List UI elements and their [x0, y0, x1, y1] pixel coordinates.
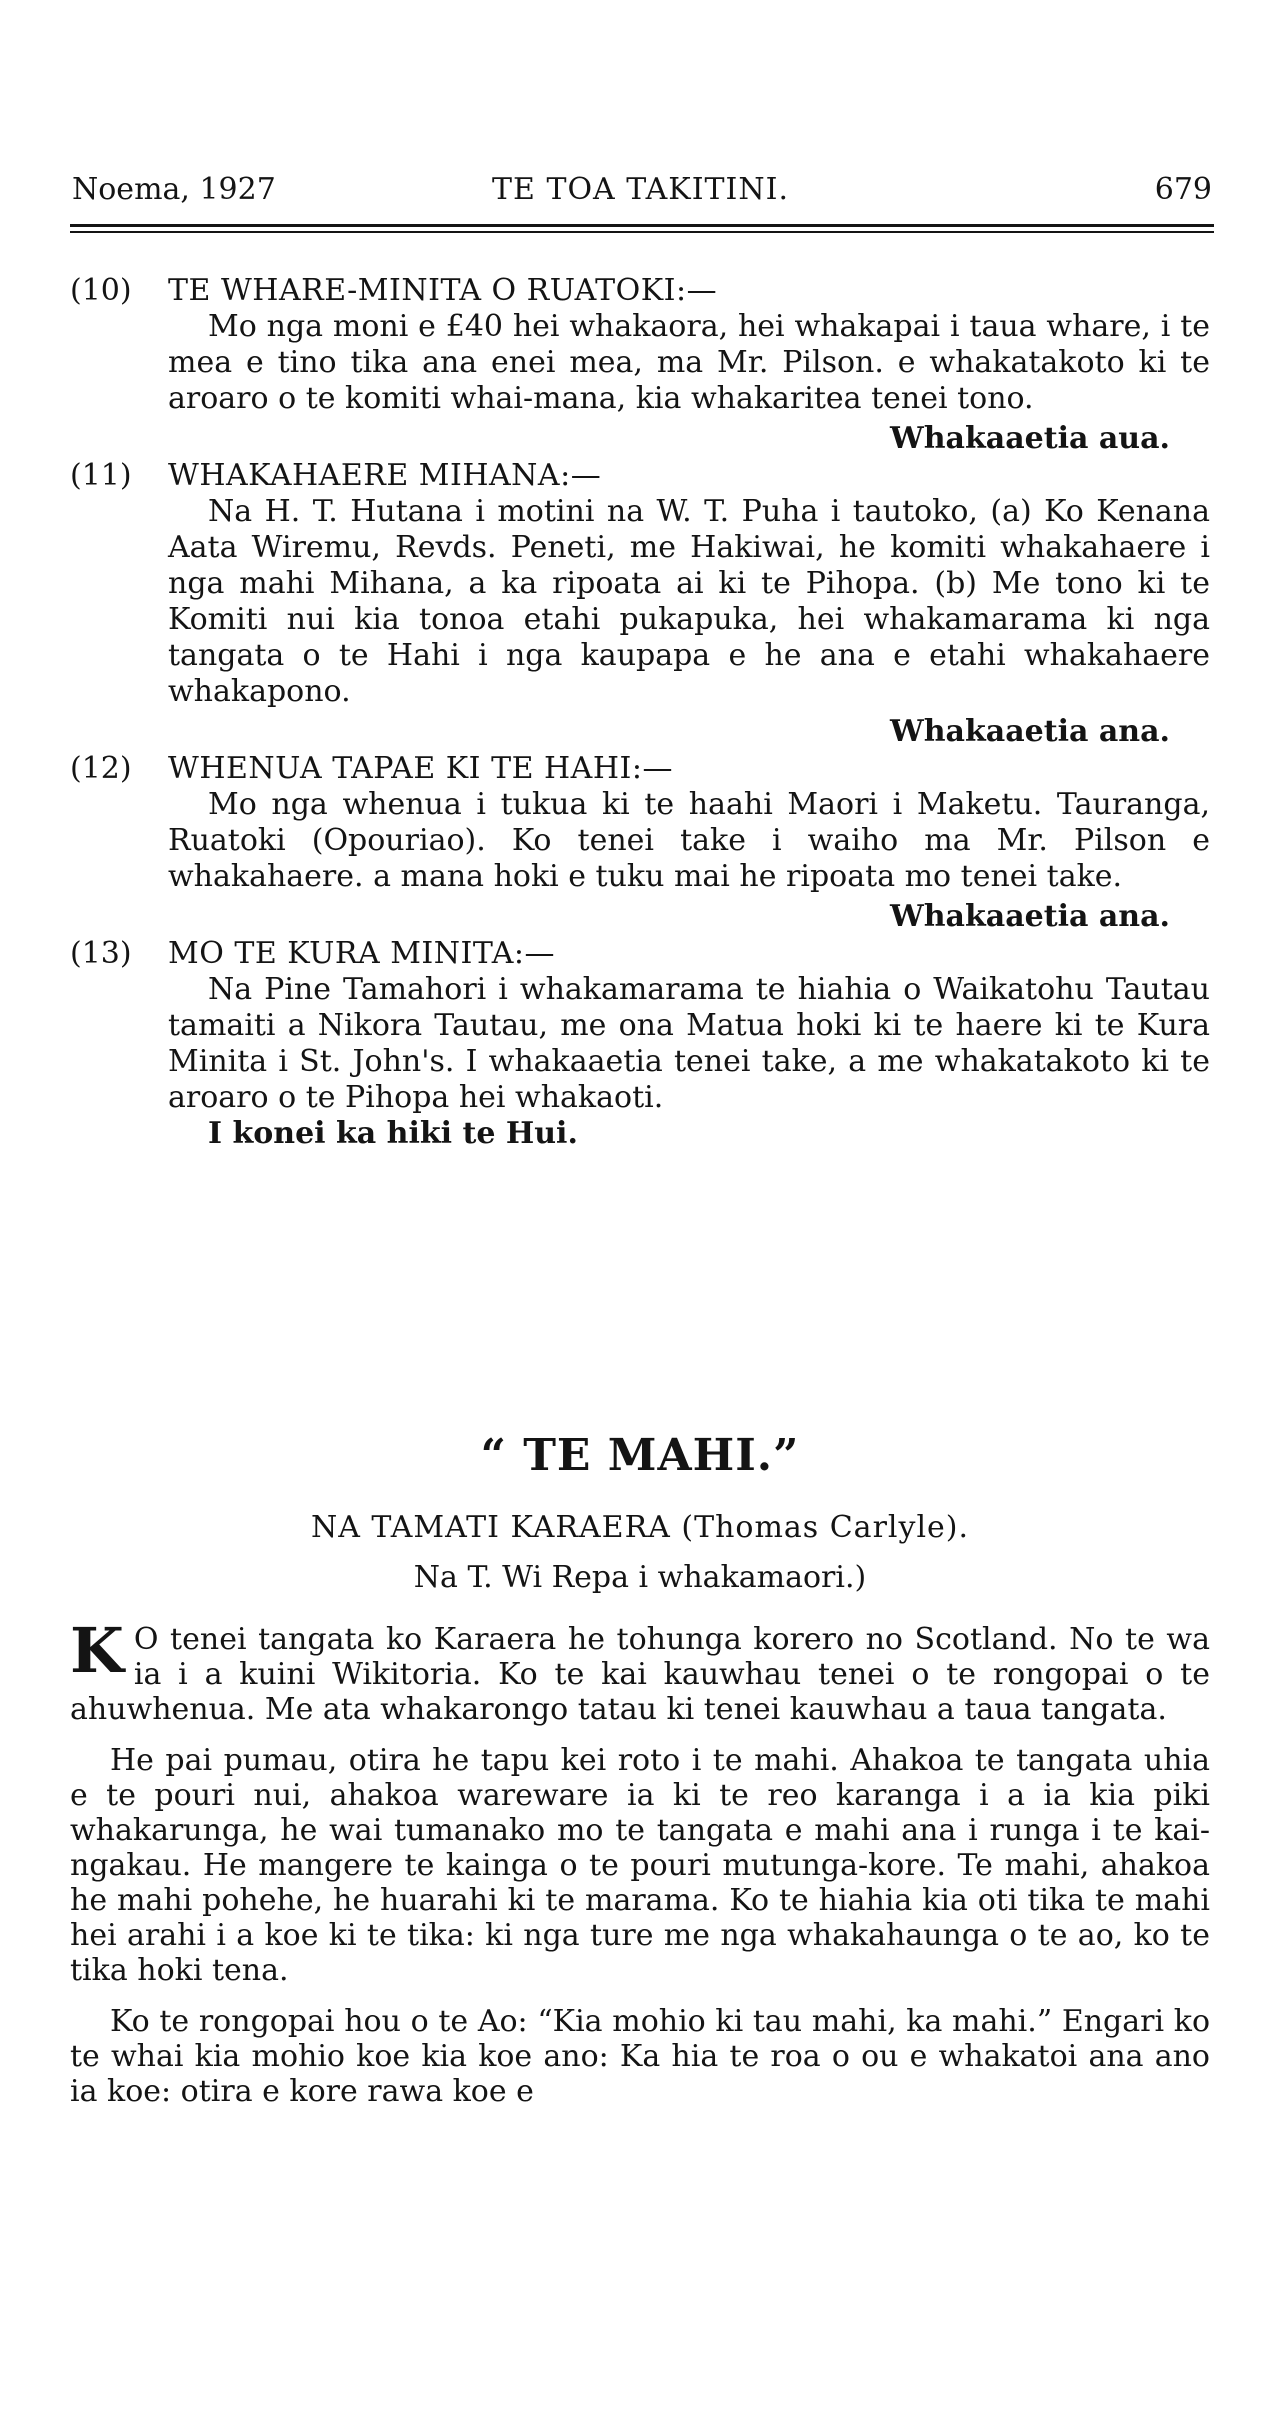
item-number: (10) [70, 273, 132, 308]
article-paragraph-1 [70, 1614, 1210, 1727]
item-body: Mo nga moni e £40 hei whakaora, hei whakapai i taua whare, i te mea e tino tika ana enei mea, ma Mr. Pilson. e whakatakoto ki te aroaro o te komiti whai-mana, kia whakaritea tenei tono. [168, 309, 1210, 416]
article-paragraph-3: Ko te rongopai hou o te Ao: “Kia mohio ki tau mahi, ka mahi.” Engari ko te whai kia mohio koe kia koe ano: Ka hia te roa o ou e whakatoi ana ano ia koe: otira e kore rawa koe e [70, 2004, 1210, 2109]
minutes-item-12 [70, 750, 1210, 935]
item-heading: WHENUA TAPAE KI TE HAHI:— [168, 751, 673, 786]
article-byline: NA TAMATI KARAERA (Thomas Carlyle). [310, 1510, 970, 1545]
running-header [72, 172, 1212, 212]
article-translator: Na T. Wi Repa i whakamaori.) [413, 1560, 867, 1595]
item-number: (13) [70, 936, 132, 971]
item-heading: MO TE KURA MINITA:— [168, 936, 556, 971]
item-number: (11) [70, 458, 132, 493]
item-resolution: Whakaaetia aua. [890, 421, 1170, 456]
item-number: (12) [70, 751, 132, 786]
header-title: TE TOA TAKITINI. [492, 172, 790, 207]
minutes-item-13 [70, 935, 1210, 1152]
meeting-closing: I konei ka hiki te Hui. [208, 1116, 578, 1151]
header-rule-thick [70, 224, 1214, 227]
item-resolution: Whakaaetia ana. [890, 714, 1170, 749]
drop-cap: K [70, 1614, 124, 1687]
item-body: Mo nga whenua i tukua ki te haahi Maori i Maketu. Tauranga, Ruatoki (Opouriao). Ko tenei take i waiho ma Mr. Pilson e whakahaere. a mana hoki e tuku mai he ripoata mo tenei take. [168, 787, 1210, 894]
item-body: Na Pine Tamahori i whakamarama te hiahia o Waikatohu Tautau tamaiti a Nikora Tautau, me ona Matua hoki ki te haere ki te Kura Minita i St. John's. I whakaaetia tenei take, a me whakatakoto ki te aroaro o te Pihopa hei whakaoti. [168, 972, 1210, 1115]
article-paragraph-2: He pai pumau, otira he tapu kei roto i te mahi. Ahakoa te tangata uhia e te pouri nui, ahakoa wareware ia ki te reo karanga i a ia kia piki whakarunga, he wai tumanako mo te tangata e mahi ana i runga i te kai-ngakau. He mangere te kainga o te pouri mutunga-kore. Te mahi, ahakoa he mahi pohehe, he huarahi ki te marama. Ko te hiahia kia oti tika te mahi hei arahi i a koe ki te tika: ki nga ture me nga whakahaunga o te ao, ko te tika hoki tena. [70, 1743, 1210, 1988]
minutes-item-11 [70, 457, 1210, 750]
item-heading: WHAKAHAERE MIHANA:— [168, 458, 602, 493]
item-body: Na H. T. Hutana i motini na W. T. Puha i tautoko, (a) Ko Kenana Aata Wiremu, Revds. Peneti, me Hakiwai, he komiti whakahaere i nga mahi Mihana, a ka ripoata ai ki te Pihopa. (b) Me tono ki te Komiti nui kia tonoa etahi pukapuka, hei whakamarama ki nga tangata o te Hahi i nga kaupapa e he ana e etahi whakahaere whakapono. [168, 494, 1210, 709]
item-heading: TE WHARE-MINITA O RUATOKI:— [168, 273, 718, 308]
minutes-item-10 [70, 272, 1210, 457]
article-title: “ TE MAHI.” [480, 1430, 800, 1481]
page-number: 679 [1154, 172, 1212, 207]
minutes-items [70, 272, 1210, 1152]
item-resolution: Whakaaetia ana. [890, 899, 1170, 934]
paragraph-1-text: O tenei tangata ko Karaera he tohunga korero no Scotland. No te wa ia i a kuini Wikitoria. Ko te kai kauwhau tenei o te rongopai o te ahuwhenua. Me ata whakarongo tatau ki tenei kauwhau a taua tangata. [70, 1622, 1210, 1727]
article-body [70, 1614, 1210, 2125]
header-rule-thin [70, 231, 1214, 233]
header-date: Noema, 1927 [72, 172, 276, 207]
